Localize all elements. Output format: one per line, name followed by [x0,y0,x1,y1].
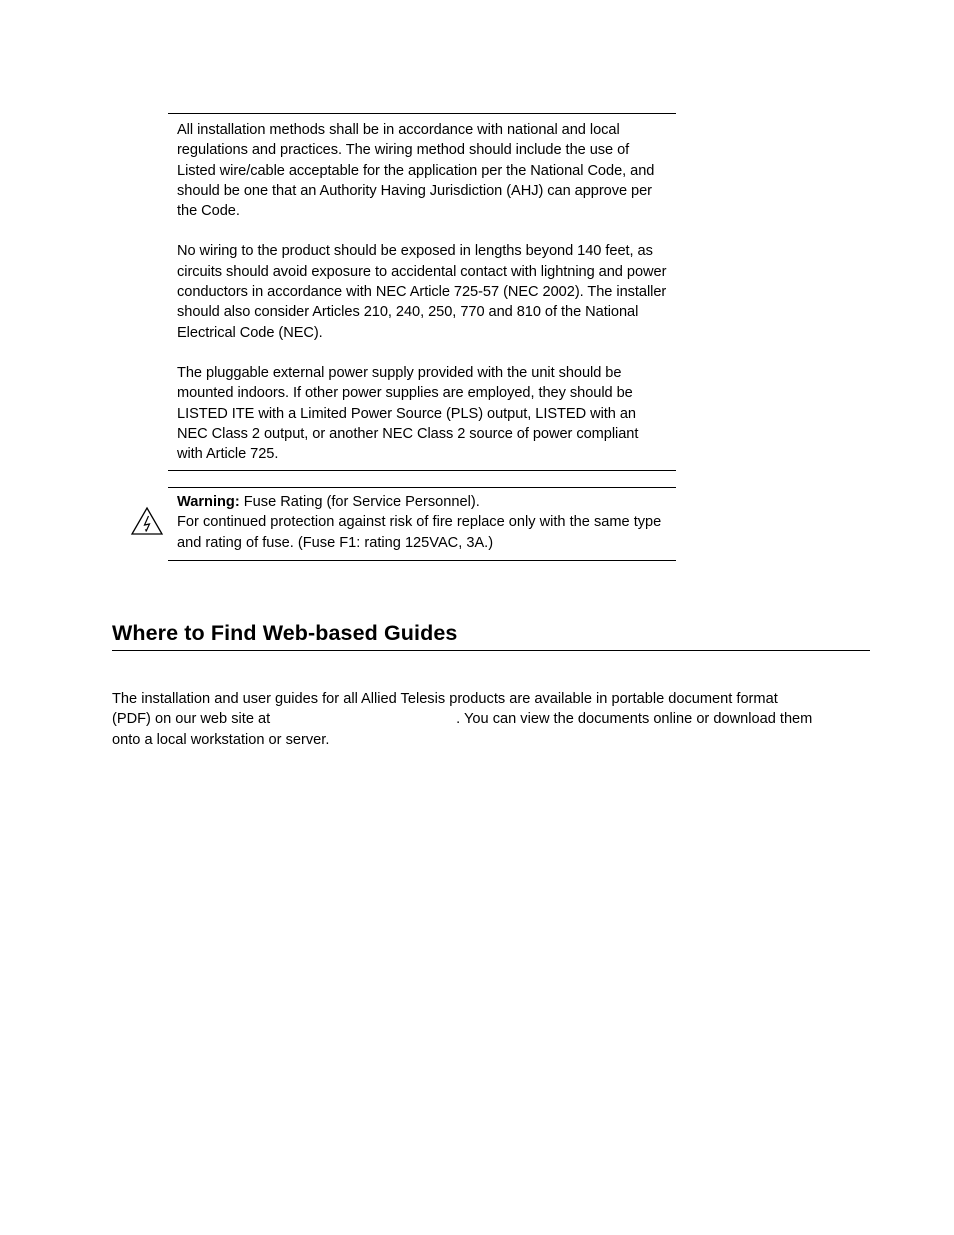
installation-note-block [168,113,676,471]
warning-heading-text: Fuse Rating (for Service Personnel). [243,494,480,510]
paragraph-text: (PDF) on our web site at [112,711,271,728]
note-paragraph: All installation methods shall be in accordance with national and local regulations and practices. The wiring method should include the use of Listed wire/cable acceptable for the application per the National Code, and should be one that an Authority Having Jurisdiction (AHJ) can approve per the Code. [177,122,655,220]
paragraph-line: The installation and user guides for all Allied Telesis products are available in portable document format [112,691,778,707]
warning-body: For continued protection against risk of fire replace only with the same type and rating of fuse. (Fuse F1: rating 125VAC, 3A.) [177,514,662,551]
section-title: Where to Find Web-based Guides [112,618,870,651]
warning-block [168,487,676,561]
warning-label: Warning: [177,494,240,510]
warning-heading [177,492,672,512]
paragraph-line: onto a local workstation or server. [112,731,330,748]
paragraph-line [112,709,870,729]
web-guides-paragraph [112,689,870,750]
paragraph-text: . You can view the documents online or download them [456,711,813,728]
electrical-hazard-triangle-icon [130,506,164,536]
note-paragraph: No wiring to the product should be exposed in lengths beyond 140 feet, as circuits should avoid exposure to accidental contact with lightning and power conductors in accordance with NEC Article 725-57 (NEC 2002). The installer should also consider Articles 210, 240, 250, 770 and 810 of the National Electrical Code (NEC). [177,243,667,341]
note-paragraph: The pluggable external power supply provided with the unit should be mounted indoors. If other power supplies are employed, they should be LISTED ITE with a Limited Power Source (PLS) output, LISTED with an NEC Class 2 output, or another NEC Class 2 source of power compliant with Article 725. [177,364,639,463]
